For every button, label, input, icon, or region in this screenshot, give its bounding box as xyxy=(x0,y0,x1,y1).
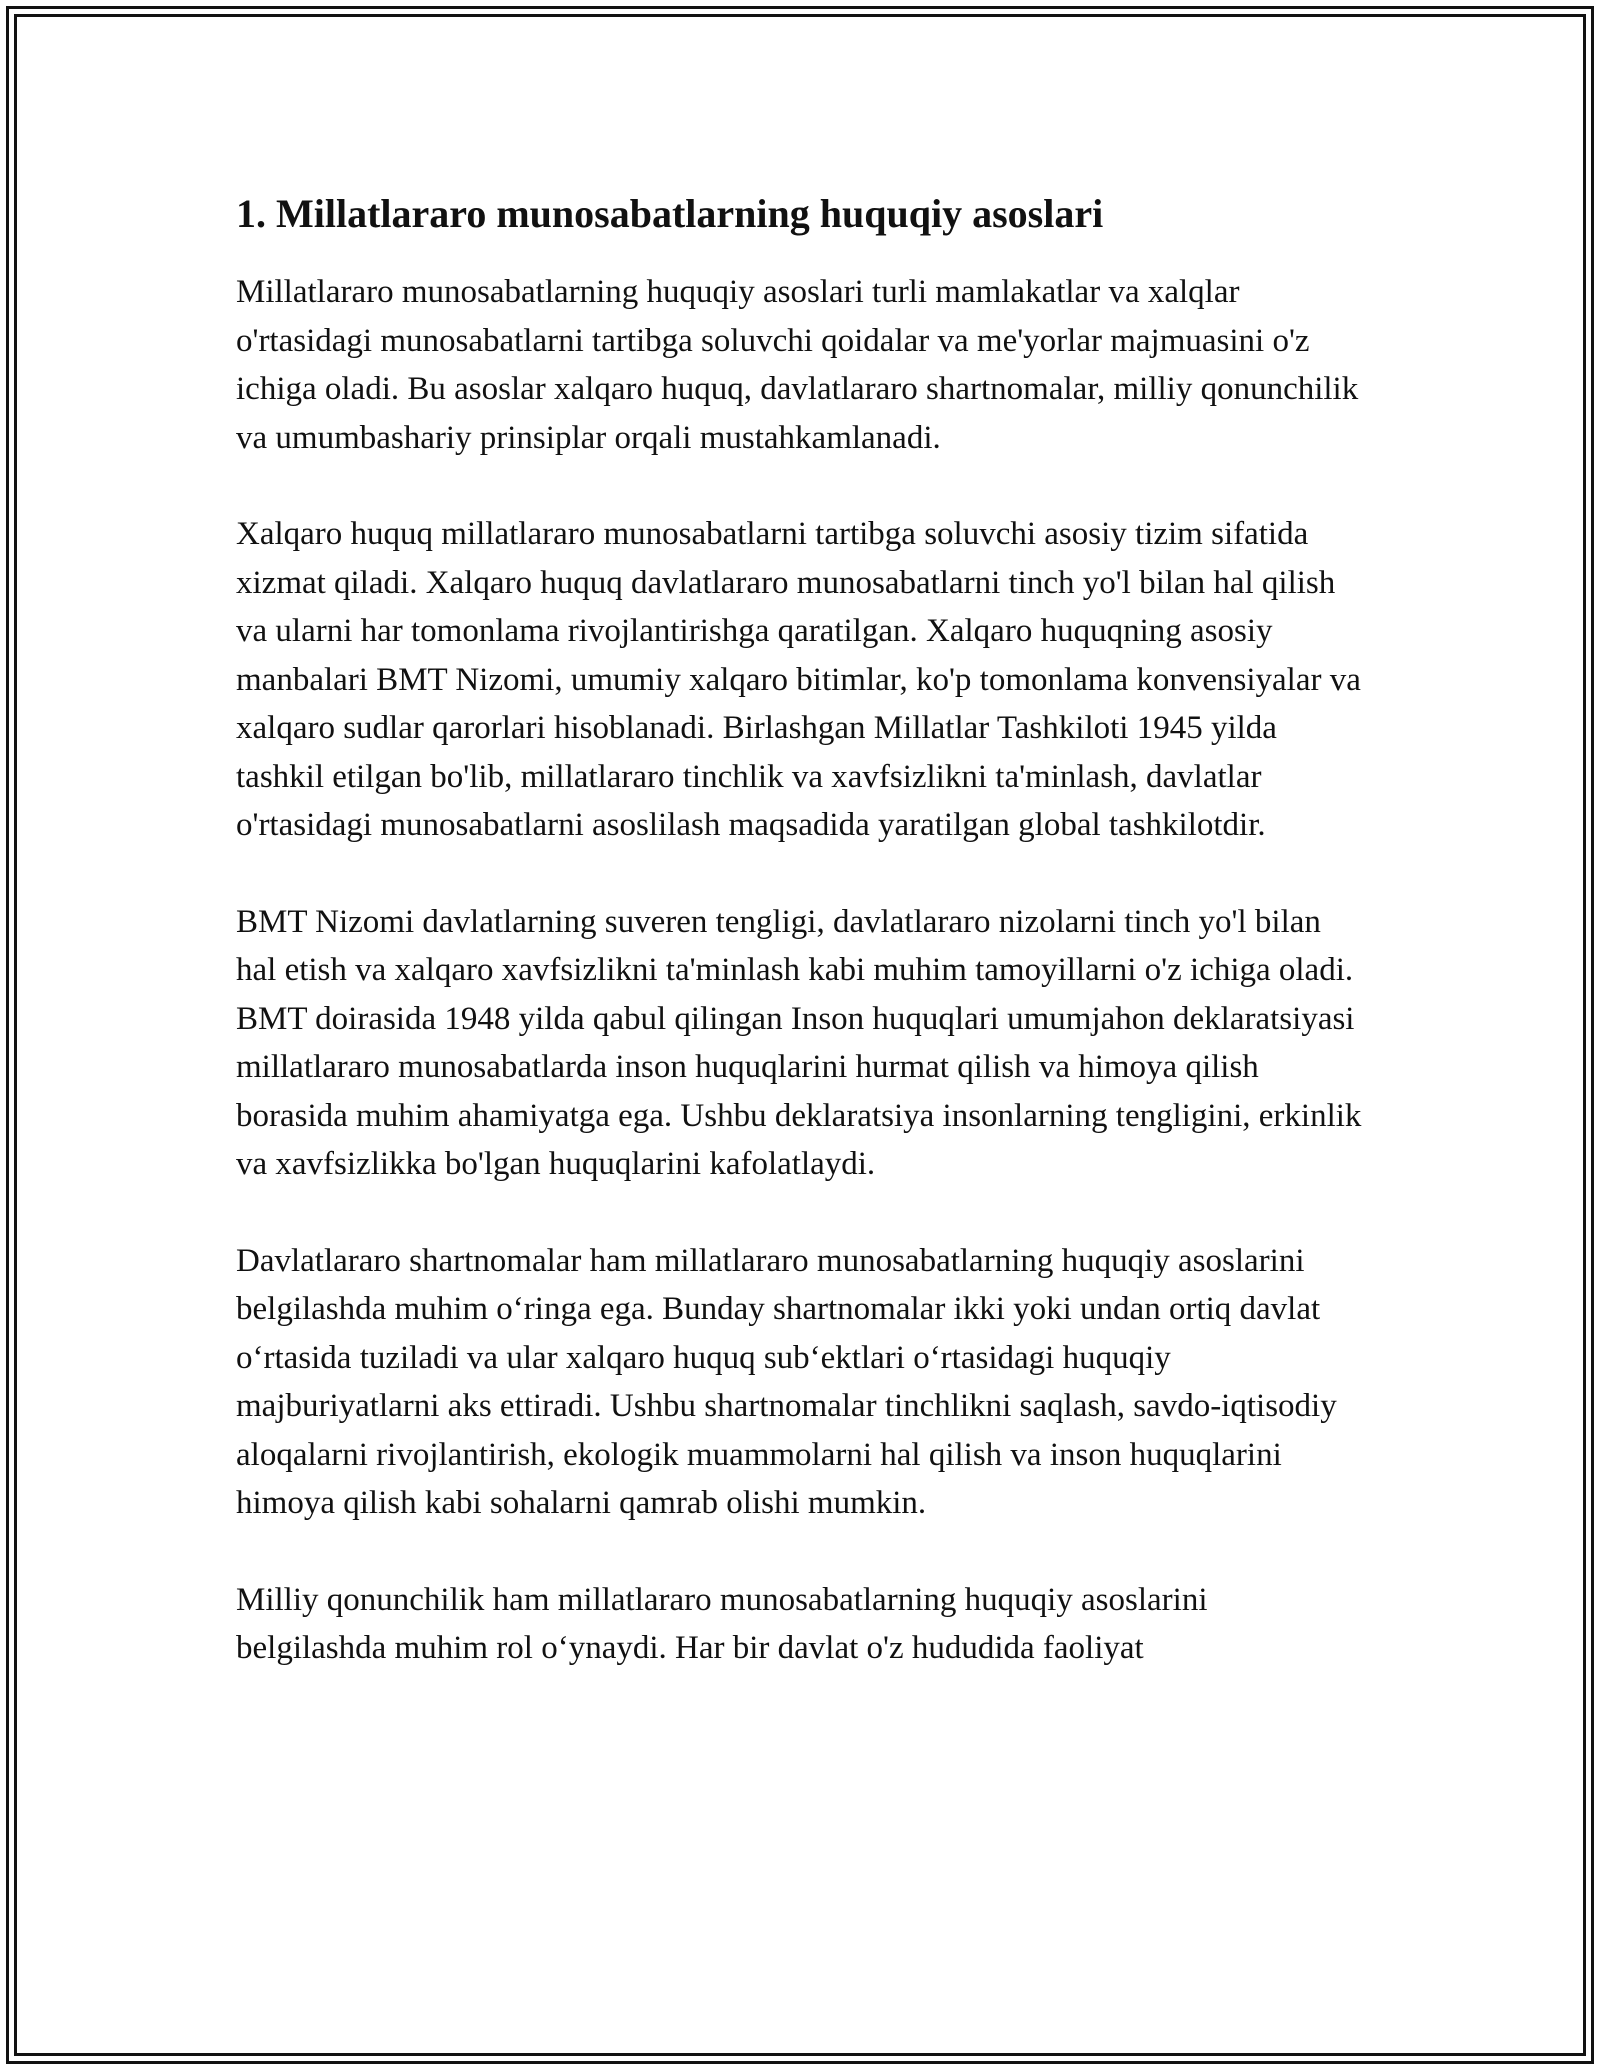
paragraph-4: Davlatlararo shartnomalar ham millatlararo munosabatlarning huquqiy asoslarini belgilashda muhim o‘ringa ega. Bunday shartnomalar ikki yoki undan ortiq davlat o‘rtasida tuziladi va ular xalqaro huquq sub‘ektlari o‘rtasidagi huquqiy majburiyatlarni aks ettiradi. Ushbu shartnomalar tinchlikni saqlash, savdo-iqtisodiy aloqalarni rivojlantirish, ekologik muammolarni hal qilish va inson huquqlarini himoya qilish kabi sohalarni qamrab olishi mumkin. xyxy=(236,1242,1337,1521)
paragraph-5: Milliy qonunchilik ham millatlararo munosabatlarning huquqiy asoslarini belgilashda muhim rol o‘ynaydi. Har bir davlat o'z hududida faoliyat xyxy=(236,1581,1208,1666)
paragraph-1: Millatlararo munosabatlarning huquqiy asoslari turli mamlakatlar va xalqlar o'rtasidagi munosabatlarni tartibga soluvchi qoidalar va me'yorlar majmuasini o'z ichiga oladi. Bu asoslar xalqaro huquq, davlatlararo shartnomalar, milliy qonunchilik va umumbashariy prinsiplar orqali mustahkamlanadi. xyxy=(236,274,1359,456)
section-heading: 1. Millatlararo munosabatlarning huquqiy asoslari xyxy=(236,191,1104,236)
paragraph-2: Xalqaro huquq millatlararo munosabatlarni tartibga soluvchi asosiy tizim sifatida xizmat qiladi. Xalqaro huquq davlatlararo munosabatlarni tinch yo'l bilan hal qilish va ularni har tomonlama rivojlantirishga qaratilgan. Xalqaro huquqning asosiy manbalari BMT Nizomi, umumiy xalqaro bitimlar, ko'p tomonlama konvensiyalar va xalqaro sudlar qarorlari hisoblanadi. Birlashgan Millatlar Tashkiloti 1945 yilda tashkil etilgan bo'lib, millatlararo tinchlik va xavfsizlikni ta'minlash, davlatlar o'rtasidagi munosabatlarni asoslilash maqsadida yaratilgan global tashkilotdir. xyxy=(236,516,1361,843)
paragraph-3: BMT Nizomi davlatlarning suveren tengligi, davlatlararo nizolarni tinch yo'l bilan hal etish va xalqaro xavfsizlikni ta'minlash kabi muhim tamoyillarni o'z ichiga oladi. BMT doirasida 1948 yilda qabul qilingan Inson huquqlari umumjahon deklaratsiyasi millatlararo munosabatlarda inson huquqlarini hurmat qilish va himoya qilish borasida muhim ahamiyatga ega. Ushbu deklaratsiya insonlarning tengligini, erkinlik va xavfsizlikka bo'lgan huquqlarini kafolatlaydi. xyxy=(236,903,1362,1182)
document-body xyxy=(236,186,1366,1721)
